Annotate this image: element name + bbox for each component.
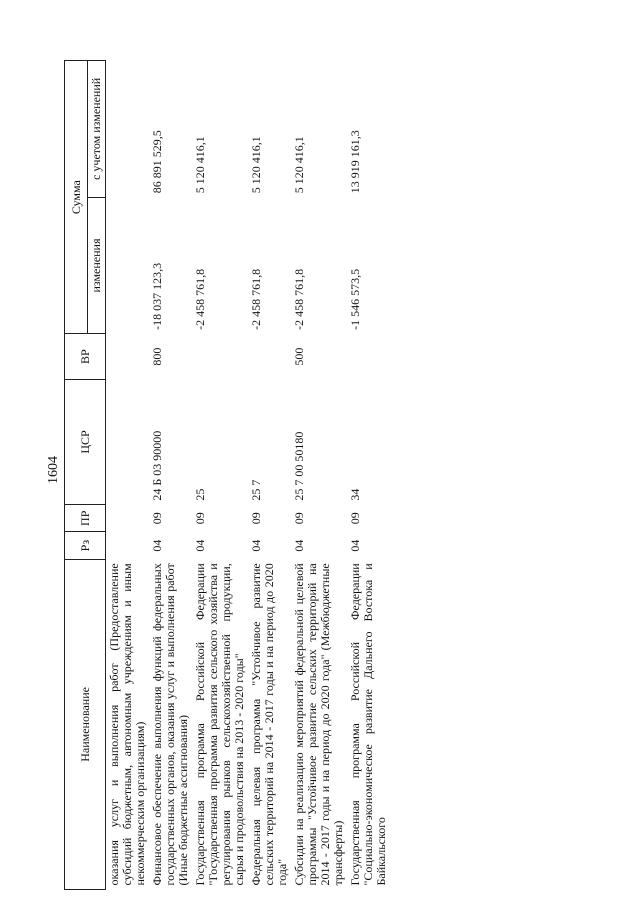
- cell-rz: [106, 532, 150, 559]
- header-sum: Сумма: [65, 61, 88, 334]
- header-csr: ЦСР: [65, 379, 106, 504]
- cell-name: оказания услуг и выполнения работ (Предоставление субсидий бюджетным, автономным учреждениям и иным некоммерческим организациям): [107, 563, 147, 886]
- cell-total: 5 120 416,1: [193, 136, 207, 194]
- header-with-changes: с учетом изменений: [88, 61, 106, 198]
- cell-pr: 09: [249, 512, 263, 525]
- cell-pr: 09: [292, 512, 306, 525]
- cell-csr: 34: [348, 488, 362, 501]
- cell-vr: [192, 334, 248, 380]
- page-number: 1604: [46, 456, 61, 484]
- cell-changes: -1 546 573,5: [348, 268, 362, 330]
- rotated-table-canvas: [64, 60, 624, 890]
- cell-total: 13 919 161,3: [348, 130, 362, 194]
- cell-vr: [106, 334, 150, 380]
- cell-changes: -2 458 761,8: [249, 268, 263, 330]
- cell-csr: [106, 379, 150, 504]
- table-row: [291, 61, 347, 890]
- cell-pr: 09: [348, 512, 362, 525]
- cell-name: Субсидии на реализацию мероприятий федеральной целевой программы "Устойчивое развитие сельских территорий на 2014 - 2017 годы и на период до 2020 года" (Межбюджетные трансферты): [292, 563, 345, 886]
- cell-name: Федеральная целевая программа "Устойчивое развитие сельских территорий на 2014 - 2017 годы и на период до 2020 года": [249, 563, 289, 886]
- header-name: Наименование: [65, 559, 106, 889]
- table-body: [106, 61, 391, 890]
- table-row: [106, 61, 150, 890]
- cell-csr: 25 7: [249, 479, 263, 501]
- cell-pr: 09: [150, 512, 164, 525]
- cell-name: Финансовое обеспечение выполнения функций федеральных государственных органов, оказания услуг и выполнения работ (Иные бюджетные ассигнования): [150, 563, 190, 886]
- table-row: [347, 61, 390, 890]
- cell-rz: 04: [249, 539, 263, 552]
- cell-changes: -18 037 123,3: [150, 262, 164, 330]
- header-vr: ВР: [65, 334, 106, 380]
- cell-changes: -2 458 761,8: [193, 268, 207, 330]
- cell-csr: 25: [193, 488, 207, 501]
- header-rz: Рз: [65, 532, 106, 559]
- header-pr: ПР: [65, 505, 106, 532]
- cell-vr: 800: [150, 347, 164, 366]
- cell-name: Государственная программа Российской Федерации "Социально-экономическое развитие Дальнего Востока и Байкальского: [348, 563, 388, 886]
- cell-changes: [106, 197, 150, 334]
- header-changes: изменения: [88, 197, 106, 334]
- cell-vr: [347, 334, 390, 380]
- cell-csr: 24 Б 03 90000: [150, 430, 164, 501]
- budget-table: [64, 60, 390, 890]
- cell-rz: 04: [150, 539, 164, 552]
- cell-rz: 04: [193, 539, 207, 552]
- cell-vr: 500: [292, 347, 306, 366]
- cell-csr: 25 7 00 50180: [292, 431, 306, 501]
- cell-total: 5 120 416,1: [249, 136, 263, 194]
- table-row: [248, 61, 291, 890]
- table-row: [192, 61, 248, 890]
- cell-total: [106, 61, 150, 198]
- cell-pr: [106, 505, 150, 532]
- cell-total: 5 120 416,1: [292, 136, 306, 194]
- cell-rz: 04: [292, 539, 306, 552]
- cell-changes: -2 458 761,8: [292, 268, 306, 330]
- table-row: [149, 61, 192, 890]
- cell-vr: [248, 334, 291, 380]
- cell-total: 86 891 529,5: [150, 130, 164, 194]
- cell-name: Государственная программа Российской Федерации "Государственная программа развития сельского хозяйства и регулирования рынков сельскохозяйственной продукции, сырья и продовольствия на 2013 - 2020 годы": [193, 563, 246, 886]
- cell-rz: 04: [348, 539, 362, 552]
- cell-pr: 09: [193, 512, 207, 525]
